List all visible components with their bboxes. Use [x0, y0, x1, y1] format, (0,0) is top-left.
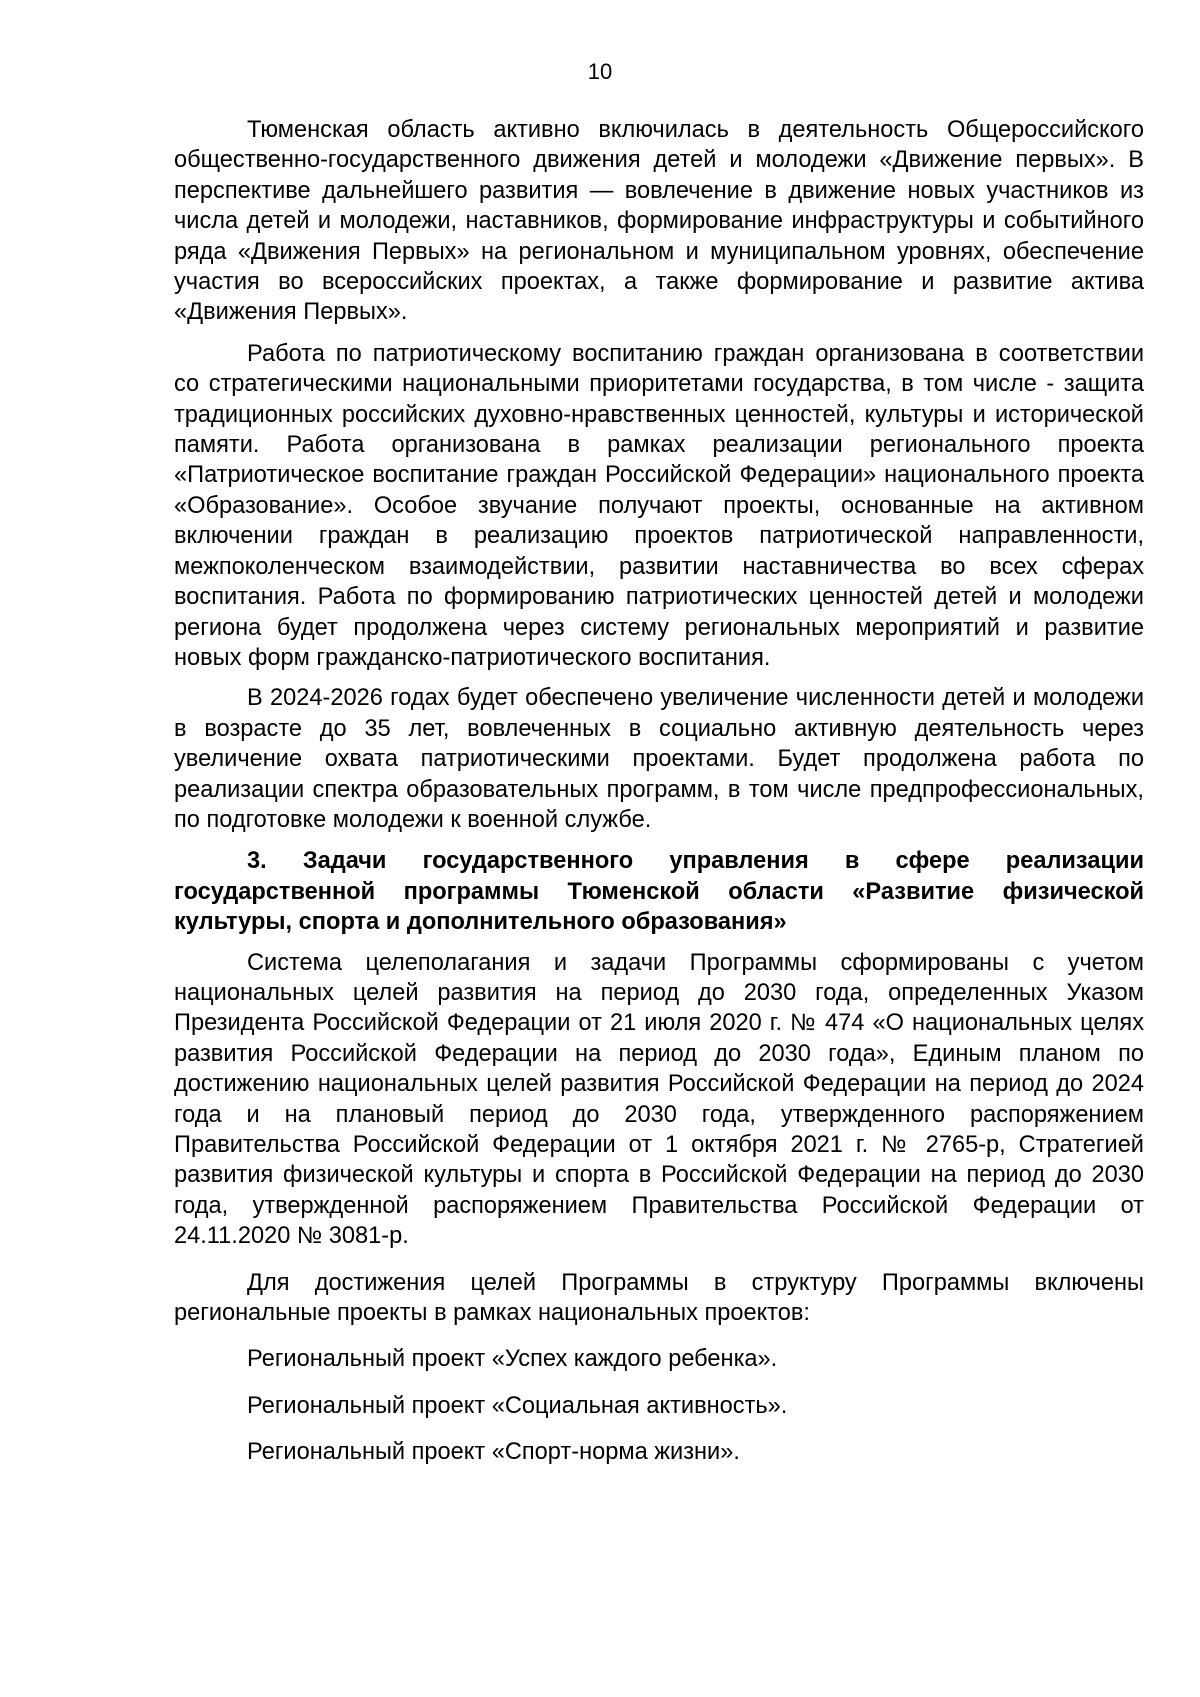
list-item-regional-project: Региональный проект «Успех каждого ребенка». [247, 1346, 778, 1373]
page-number: 10 [587, 59, 613, 84]
paragraph-2024-2026-plans: В 2024-2026 годах будет обеспечено увеличение численности детей и молодежи в возрасте до 35 лет, вовлеченных в социально активную деятельность через увеличение охвата патриотическими проектами. Будет продолжена работа по реализации спектра образовательных программ, в том числе предпрофессиональных, по подготовке молодежи к военной службе. [174, 685, 1144, 833]
list-item-regional-project: Региональный проект «Социальная активность». [247, 1392, 788, 1419]
paragraph-goal-setting: Система целеполагания и задачи Программы сформированы с учетом национальных целей развития на период до 2030 года, определенных Указом Президента Российской Федерации от 21 июля 2020 г. № 474 «О национальных целях развития Российской Федерации на период до 2030 года», Единым планом по достижению национальных целей развития Российской Федерации на период до 2024 года и на плановый период до 2030 года, утвержденного распоряжением Правительства Российской Федерации от 1 октября 2021 г. № 2765-р, Стратегией развития физической культуры и спорта в Российской Федерации на период до 2030 года, утвержденной распоряжением Правительства Российской Федерации от 24.11.2020 № 3081-р. [174, 949, 1144, 1250]
section-heading: 3. Задачи государственного управления в сфере реализации государственной программы Тюменской области «Развитие физической культуры, спорта и дополнительного образования» [174, 848, 1144, 936]
paragraph-patriotic-education: Работа по патриотическому воспитанию граждан организована в соответствии со стратегическими национальными приоритетами государства, в том числе - защита традиционных российских духовно-нравственных ценностей, культуры и исторической памяти. Работа организована в рамках реализации регионального проекта «Патриотическое воспитание граждан Российской Федерации» национального проекта «Образование». Особое звучание получают проекты, основанные на активном включении граждан в реализацию проектов патриотической направленности, межпоколенческом взаимодействии, развитии наставничества во всех сферах воспитания. Работа по формированию патриотических ценностей детей и молодежи региона будет продолжена через систему региональных мероприятий и развитие новых форм гражданско-патриотического воспитания. [174, 340, 1144, 671]
document-body [174, 115, 1144, 1468]
list-item-regional-project: Региональный проект «Спорт-норма жизни». [247, 1439, 740, 1466]
paragraph-regional-projects-intro: Для достижения целей Программы в структуру Программы включены региональные проекты в рамках национальных проектов: [174, 1269, 1144, 1327]
paragraph-movement-first: Тюменская область активно включилась в деятельность Общероссийского общественно-государственного движения детей и молодежи «Движение первых». В перспективе дальнейшего развития — вовлечение в движение новых участников из числа детей и молодежи, наставников, формирование инфраструктуры и событийного ряда «Движения Первых» на региональном и муниципальном уровнях, обеспечение участия во всероссийских проектах, а также формирование и развитие актива «Движения Первых». [174, 117, 1144, 326]
